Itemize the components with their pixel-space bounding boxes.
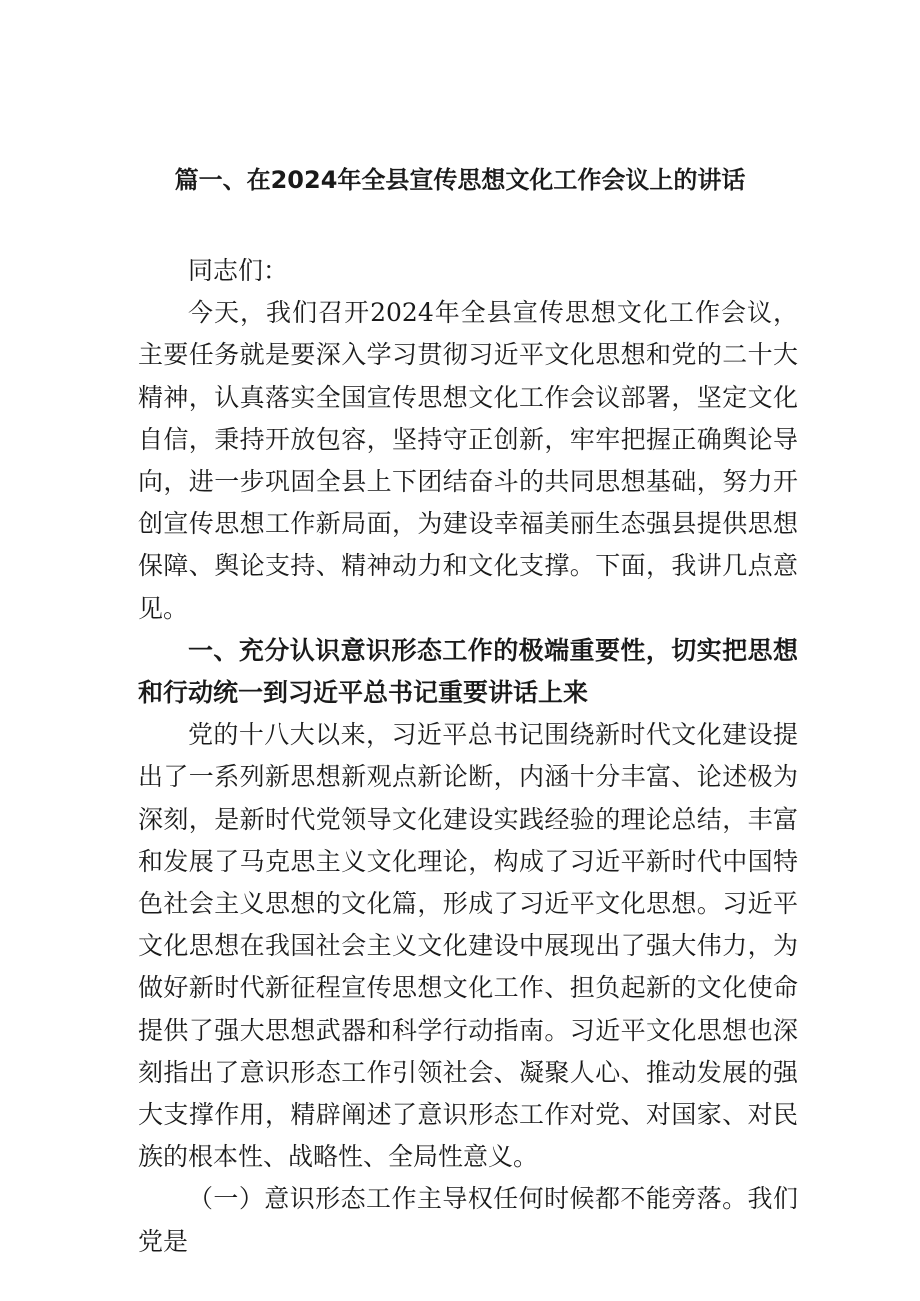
paragraph-opening: 今天，我们召开2024年全县宣传思想文化工作会议，主要任务就是要深入学习贯彻习近平文化思想和党的二十大精神，认真落实全国宣传思想文化工作会议部署，坚定文化自信，秉持开放包容，坚持守正创新，牢牢把握正确舆论导向，进一步巩固全县上下团结奋斗的共同思想基础，努力开创宣传思想工作新局面，为建设幸福美丽生态强县提供思想保障、舆论支持、精神动力和文化支撑。下面，我讲几点意见。 (138, 298, 798, 623)
document-body (138, 250, 798, 1263)
document-title: 篇一、在2024年全县宣传思想文化工作会议上的讲话 (174, 166, 746, 194)
salutation: 同志们： (188, 256, 289, 285)
section-heading-1: 一、充分认识意识形态工作的极端重要性，切实把思想和行动统一到习近平总书记重要讲话上来 (138, 635, 798, 708)
paragraph-background: 党的十八大以来，习近平总书记围绕新时代文化建设提出了一系列新思想新观点新论断，内涵十分丰富、论述极为深刻，是新时代党领导文化建设实践经验的理论总结，丰富和发展了马克思主义文化理论，构成了习近平新时代中国特色社会主义思想的文化篇，形成了习近平文化思想。习近平文化思想在我国社会主义文化建设中展现出了强大伟力，为做好新时代新征程宣传思想文化工作、担负起新的文化使命提供了强大思想武器和科学行动指南。习近平文化思想也深刻指出了意识形态工作引领社会、凝聚人心、推动发展的强大支撑作用，精辟阐述了意识形态工作对党、对国家、对民族的根本性、战略性、全局性意义。 (138, 720, 798, 1172)
paragraph-subsection-1: （一）意识形态工作主导权任何时候都不能旁落。我们党是 (138, 1184, 798, 1256)
